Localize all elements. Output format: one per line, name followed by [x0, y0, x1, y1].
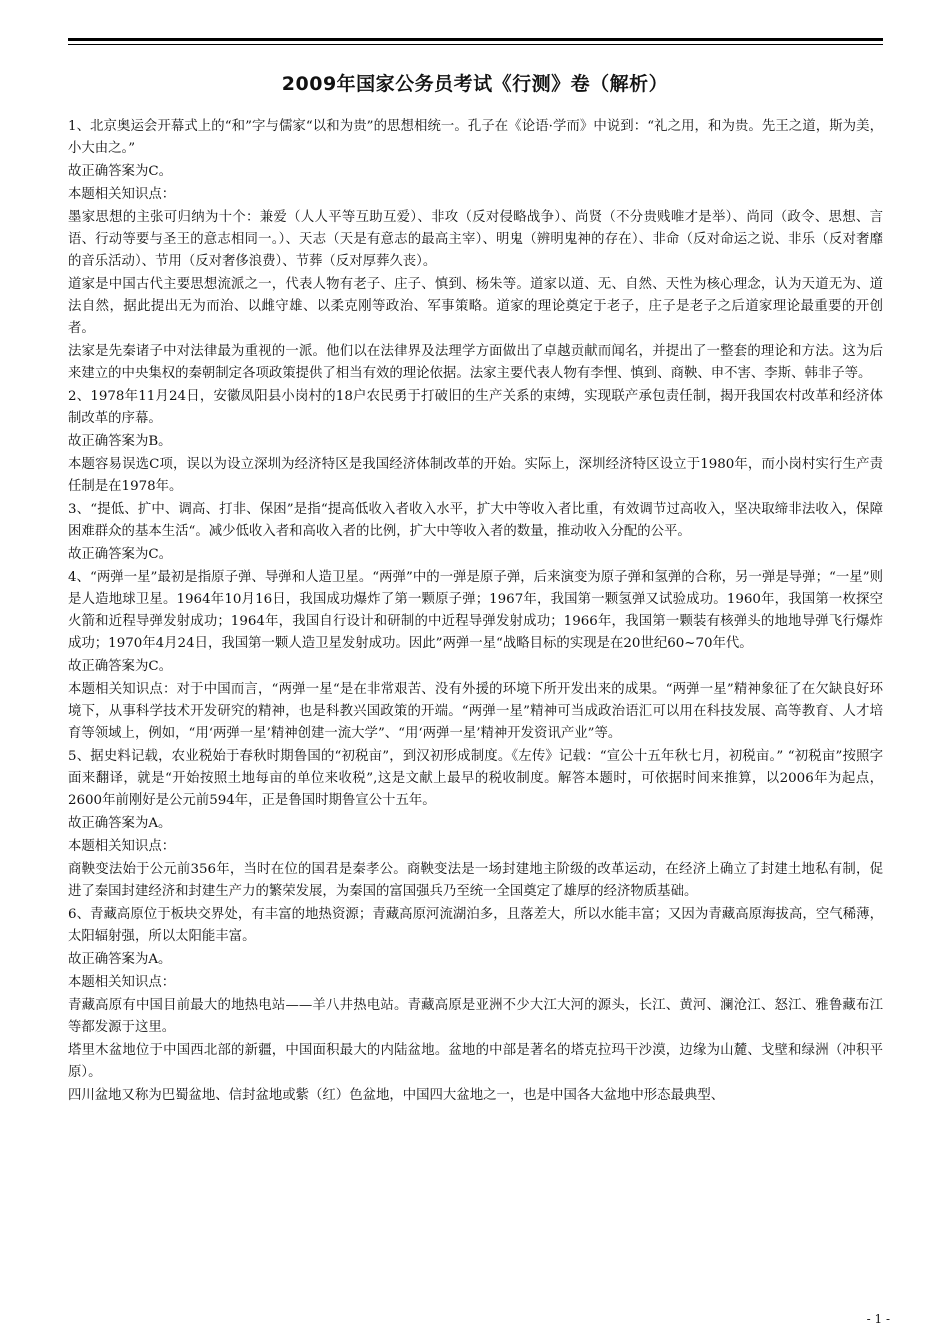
paragraph: 故正确答案为C。	[68, 659, 172, 674]
paragraph: 本题容易误选C项，误以为设立深圳为经济特区是我国经济体制改革的开始。实际上，深圳经济特区设立于1980年，而小岗村实行生产责任制是在1978年。	[68, 457, 883, 494]
paragraph: 故正确答案为A。	[68, 952, 172, 967]
paragraph: 青藏高原有中国目前最大的地热电站——羊八井热电站。青藏高原是亚洲不少大江大河的源头，长江、黄河、澜沧江、怒江、雅鲁藏布江等都发源于这里。	[68, 998, 883, 1035]
header-rule-thick	[68, 38, 883, 41]
paragraph: 故正确答案为C。	[68, 547, 172, 562]
paragraph: 墨家思想的主张可归纳为十个：兼爱（人人平等互助互爱）、非攻（反对侵略战争）、尚贤（不分贵贱唯才是举）、尚同（政令、思想、言语、行动等要与圣王的意志相同一。）、天志（天是有意志的最高主宰）、明鬼（辨明鬼神的存在）、非命（反对命运之说、非乐（反对奢靡的音乐活动）、节用（反对奢侈浪费）、节葬（反对厚葬久丧）。	[68, 210, 883, 269]
paragraph: 商鞅变法始于公元前356年，当时在位的国君是秦孝公。商鞅变法是一场封建地主阶级的改革运动，在经济上确立了封建土地私有制，促进了秦国封建经济和封建生产力的繁荣发展，为秦国的富国强兵乃至统一全国奠定了雄厚的经济物质基础。	[68, 862, 883, 899]
paragraph: 2、1978年11月24日，安徽凤阳县小岗村的18户农民勇于打破旧的生产关系的束缚，实现联产承包责任制，揭开我国农村改革和经济体制改革的序幕。	[68, 389, 883, 426]
document-body	[68, 116, 883, 1108]
paragraph: 四川盆地又称为巴蜀盆地、信封盆地或紫（红）色盆地，中国四大盆地之一，也是中国各大盆地中形态最典型、	[68, 1088, 725, 1103]
paragraph: 法家是先秦诸子中对法律最为重视的一派。他们以在法律界及法理学方面做出了卓越贡献而闻名，并提出了一整套的理论和方法。这为后来建立的中央集权的秦朝制定各项政策提供了相当有效的理论依据。法家主要代表人物有李悝、慎到、商鞅、申不害、李斯、韩非子等。	[68, 344, 883, 381]
paragraph: 4、“两弹一星”最初是指原子弹、导弹和人造卫星。“两弹”中的一弹是原子弹，后来演变为原子弹和氢弹的合称，另一弹是导弹；“一星”则是人造地球卫星。1964年10月16日，我国成功爆炸了第一颗原子弹；1967年，我国第一颗氢弹又试验成功。1960年，我国第一枚探空火箭和近程导弹发射成功；1964年，我国自行设计和研制的中近程导弹发射成功；1966年，我国第一颗装有核弹头的地地导弹飞行爆炸成功；1970年4月24日，我国第一颗人造卫星发射成功。因此”两弹一星“战略目标的实现是在20世纪60~70年代。	[68, 570, 883, 651]
paragraph: 本题相关知识点：	[68, 839, 176, 854]
paragraph: 5、据史料记载，农业税始于春秋时期鲁国的“初税亩”，到汉初形成制度。《左传》记载：“宣公十五年秋七月，初税亩。” “初税亩”按照字面来翻译，就是“开始按照土地每亩的单位来收税”,这是文献上最早的税收制度。解答本题时，可依据时间来推算，以2006年为起点，2600年前刚好是公元前594年，正是鲁国时期鲁宣公十五年。	[68, 749, 883, 808]
paragraph: 本题相关知识点：	[68, 975, 176, 990]
paragraph: 3、“提低、扩中、调高、打非、保困”是指“提高低收入者收入水平，扩大中等收入者比重，有效调节过高收入，坚决取缔非法收入，保障困难群众的基本生活“。减少低收入者和高收入者的比例，扩大中等收入者的数量，推动收入分配的公平。	[68, 502, 883, 539]
paragraph: 塔里木盆地位于中国西北部的新疆，中国面积最大的内陆盆地。盆地的中部是著名的塔克拉玛干沙漠，边缘为山麓、戈壁和绿洲（冲积平原）。	[68, 1043, 883, 1080]
page-number: - 1 -	[866, 1312, 890, 1326]
paragraph: 故正确答案为C。	[68, 164, 172, 179]
paragraph: 故正确答案为B。	[68, 434, 172, 449]
paragraph: 道家是中国古代主要思想流派之一，代表人物有老子、庄子、慎到、杨朱等。道家以道、无、自然、天性为核心理念，认为天道无为、道法自然，据此提出无为而治、以雌守雄、以柔克刚等政治、军事策略。道家的理论奠定于老子，庄子是老子之后道家理论最重要的开创者。	[68, 277, 883, 336]
paragraph: 6、青藏高原位于板块交界处，有丰富的地热资源；青藏高原河流湖泊多，且落差大，所以水能丰富；又因为青藏高原海拔高，空气稀薄，太阳辐射强，所以太阳能丰富。	[68, 907, 883, 944]
paragraph: 1、北京奥运会开幕式上的“和”字与儒家“以和为贵”的思想相统一。孔子在《论语·学而》中说到：“礼之用，和为贵。先王之道，斯为美，小大由之。”	[68, 119, 883, 156]
paragraph: 本题相关知识点：对于中国而言，“两弹一星“是在非常艰苦、没有外援的环境下所开发出来的成果。“两弹一星”精神象征了在欠缺良好环境下，从事科学技术开发研究的精神，也是科教兴国政策的开端。“两弹一星”精神可当成政治语汇可以用在科技发展、高等教育、人才培育等领域上，例如，“用‘两弹一星’精神创建一流大学”、“用‘两弹一星’精神开发资讯产业”等。	[68, 682, 883, 741]
page-title: 2009年国家公务员考试《行测》卷（解析）	[281, 72, 669, 95]
paragraph: 本题相关知识点：	[68, 187, 176, 202]
header-rule-thin	[68, 44, 883, 45]
paragraph: 故正确答案为A。	[68, 816, 172, 831]
